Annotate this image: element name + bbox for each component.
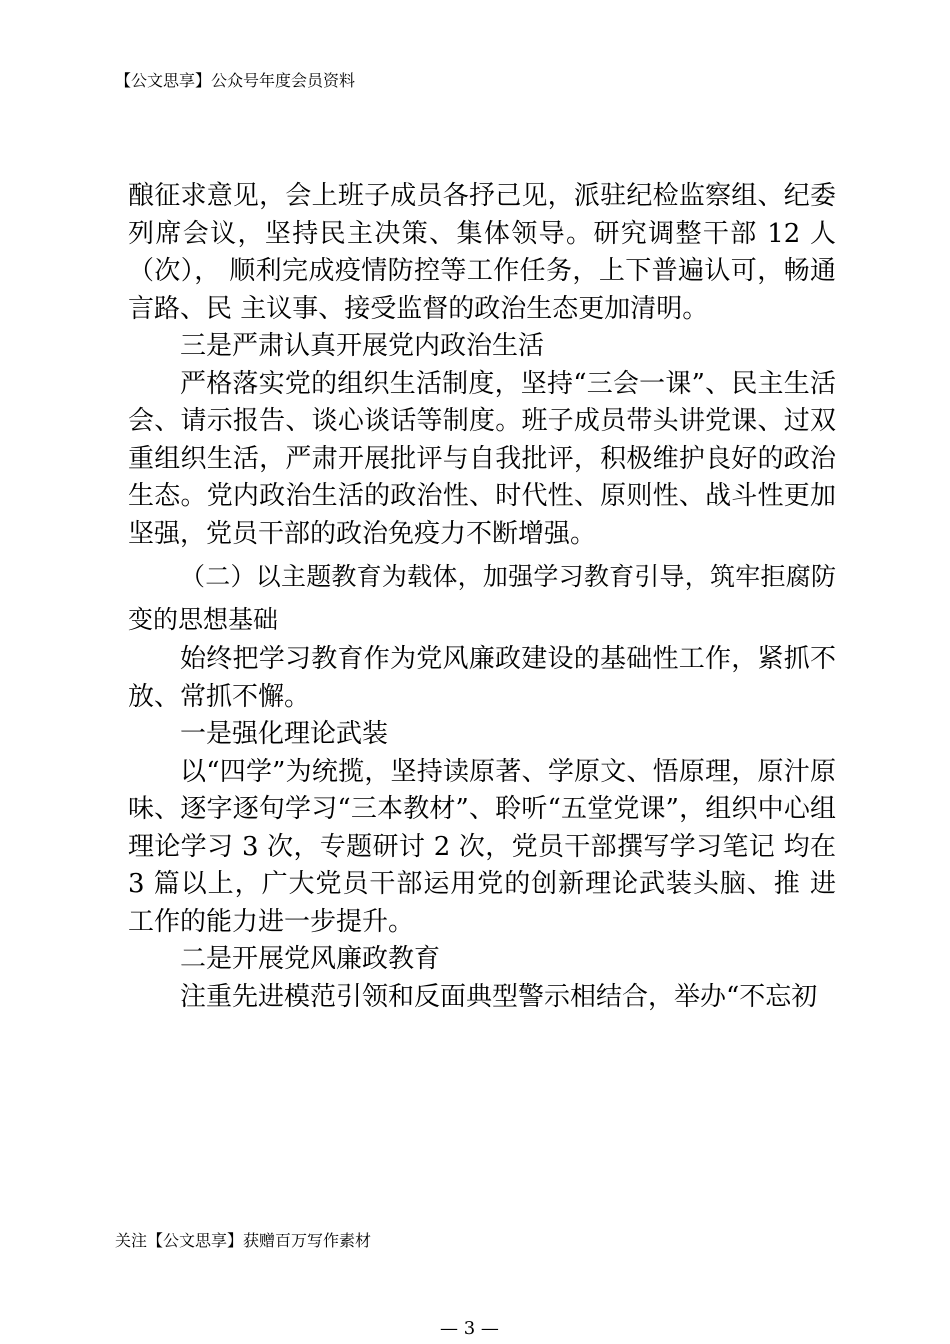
- document-body: [128, 178, 836, 1016]
- subheading: 一是强化理论武装: [180, 719, 389, 749]
- section-heading: （二）以主题教育为载体，加强学习教育引导，筑牢拒腐防变的思想基础: [128, 562, 836, 634]
- body-paragraph: 酿征求意见，会上班子成员各抒己见，派驻纪检监察组、纪委列席会议，坚持民主决策、集体领导。研究调整干部 12 人（次）， 顺利完成疫情防控等工作任务，上下普遍认可，畅通言路、民 主议事、接受监督的政治生态更加清明。: [128, 181, 836, 324]
- body-paragraph: 始终把学习教育作为党风廉政建设的基础性工作，紧抓不放、常抓不懈。: [128, 644, 836, 712]
- body-paragraph: 严格落实党的组织生活制度，坚持“三会一课”、民主生活会、请示报告、谈心谈话等制度。班子成员带头讲党课、过双重组织生活，严肃开展批评与自我批评，积极维护良好的政治生态。党内政治生活的政治性、时代性、原则性、战斗性更加坚强，党员干部的政治免疫力不断增强。: [128, 368, 836, 549]
- page-number: — 3 —: [440, 1318, 499, 1339]
- body-paragraph: 以“四学”为统揽，坚持读原著、学原文、悟原理，原汁原味、逐字逐句学习“三本教材”、聆听“五堂党课”，组织中心组理论学习 3 次，专题研讨 2 次，党员干部撰写学习笔记 均在 3 篇以上，广大党员干部运用党的创新理论武装头脑、推 进工作的能力进一步提升。: [128, 756, 836, 937]
- body-paragraph: 注重先进模范引领和反面典型警示相结合，举办“不忘初: [180, 981, 818, 1012]
- subheading: 二是开展党风廉政教育: [180, 944, 441, 974]
- page-header: 【公文思享】公众号年度会员资料: [115, 71, 356, 90]
- subheading: 三是严肃认真开展党内政治生活: [180, 331, 545, 361]
- page-footer: 关注【公文思享】获赠百万写作素材: [115, 1231, 372, 1250]
